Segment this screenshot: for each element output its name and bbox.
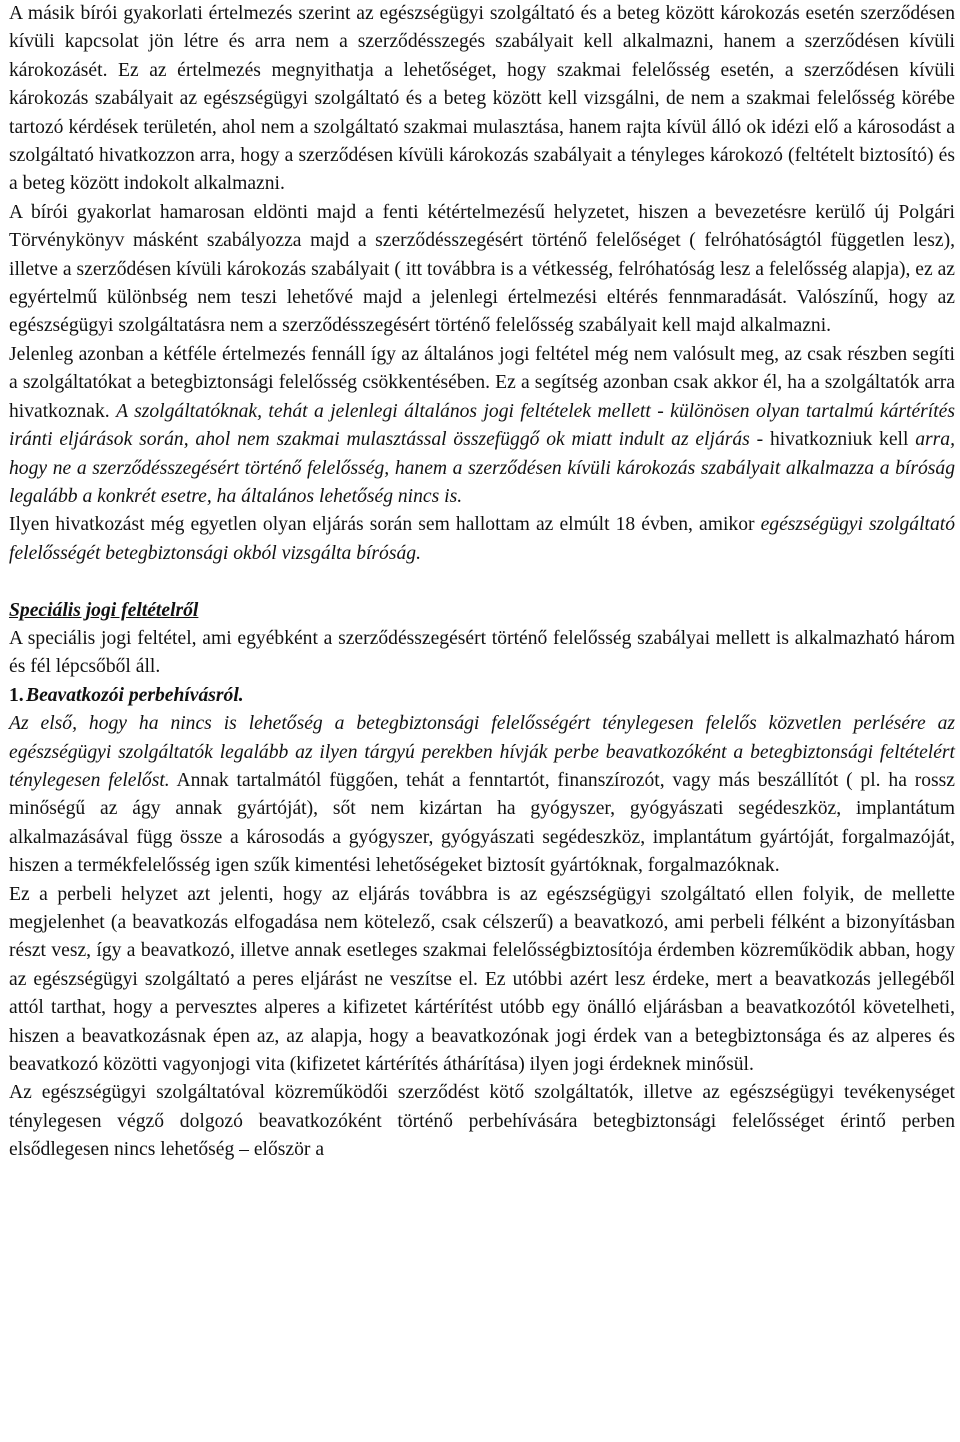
paragraph-emphasis: arra, hogy ne a szerződésszegésért történő felelősség, hanem a szerződésen kívüli károkozás szabályait alkalmazza a bíróság legalább a konkrét esetre, ha általános lehetőség nincs is. — [9, 429, 955, 507]
paragraph-text: Az egészségügyi szolgáltatóval közreműködői szerződést kötő szolgáltatók, illetve az egészségügyi tevékenységet ténylegesen végző dolgozó beavatkozóként történő perbehívására betegbiztonsági felelősséget érintő perben elsődlegesen nincs lehetőség – először a — [9, 1082, 955, 1161]
paragraph-text: Annak tartalmától függően, tehát a fenntartót, finanszírozót, vagy más beszállítót ( pl. ha rossz minőségű az ágy annak gyártóját), sőt nem kizártan ha gyógyszer, gyógyászati segédeszköz, implantátum alkalmazásával függ össze a károsodás a gyógyszer, gyógyászati segédeszköz, implantátum gyártóját, forgalmazóját, hiszen a termékfelelősség igen szűk kimentési lehetőségeket biztosít gyártóknak, forgalmazóknak. — [9, 769, 955, 877]
paragraph-emphasis: egészségügyi szolgáltató felelősségét betegbiztonsági okból vizsgálta bíróság. — [9, 514, 955, 564]
blank-line — [9, 568, 955, 596]
document-page — [9, 0, 955, 1165]
paragraph-text: - hivatkozniuk kell — [749, 429, 916, 451]
paragraph-first-step — [9, 710, 955, 880]
paragraph-judicial-practice — [9, 199, 955, 341]
paragraph-text: Ez a perbeli helyzet azt jelenti, hogy az eljárás továbbra is az egészségügyi szolgáltató ellen folyik, de mellette megjelenhet (a beavatkozás elfogadása nem kötelező, csak célszerű) a beavatkozó, ami perbeli félként a bizonyításban részt vesz, így a beavatkozó, illetve annak esetleges szakmai felelősségbiztosítója érdemben közreműködik abban, hogy az egészségügyi szolgáltató a peres eljárást ne veszítse el. Ez utóbbi azért lesz érdeke, mert a beavatkozás jellegéből attól tarthat, hogy a pervesztes alperes a kifizetet kártérítést utóbb egy önálló eljárásban a beavatkozótól követelheti, hiszen a beavatkozásnak épen az, az alapja, hogy a beavatkozónak jogi érdek van a betegbiztonsága és az alperes és beavatkozó közötti vagyonjogi vita (kifizetet kártérítés áthárítása) ilyen jogi érdeknek minősül. — [9, 883, 955, 1076]
paragraph-contractor-summons — [9, 1079, 955, 1164]
paragraph-special-condition — [9, 625, 955, 682]
paragraph-emphasis: Az első, hogy ha nincs is lehetőség a betegbiztonsági felelősségért ténylegesen felelős közvetlen perlésére az egészségügyi szolgáltatók legalább az ilyen tárgyú perekben hívják perbe beavatkozóként a betegbiztonsági feltételért ténylegesen felelőst. — [9, 713, 955, 791]
list-item-intervener — [9, 682, 955, 710]
paragraph-text: Jelenleg azonban a kétféle értelmezés fennáll így az általános jogi feltétel még nem valósult meg, az csak részben segíti a szolgáltatókat a betegbiztonsági felelősség csökkentésében. Ez a segítség azonban csak akkor él, ha a szolgáltatók arra hivatkoznak. — [9, 343, 955, 422]
paragraph-text: A speciális jogi feltétel, ami egyébként a szerződésszegésért történő felelősség szabályai mellett is alkalmazható három és fél lépcsőből áll. — [9, 627, 955, 678]
paragraph-text: A másik bírói gyakorlati értelmezés szerint az egészségügyi szolgáltató és a beteg között károkozás esetén szerződésen kívüli kapcsolat jön létre és arra nem a szerződésszegés szabályait kell alkalmazni, hanem a szerződésen kívüli károkozásét. Ez az értelmezés megnyithatja a lehetőséget, hogy szakmai felelősség esetén, a szerződésen kívüli károkozás szabályait az egészségügyi szolgáltató és a beteg között kell vizsgálni, de nem a szakmai felelősség körébe tartozó kérdések területén, ahol nem a szolgáltató szakmai mulasztása, hanem rajta kívül álló ok idézi elő a károsodást a szolgáltató hivatkozzon arra, hogy a szerződésen kívüli károkozás szabályait a tényleges károkozó (feltételt biztosító) és a beteg között indokolt alkalmazni. — [9, 3, 955, 195]
paragraph-emphasis: A szolgáltatóknak, tehát a jelenlegi általános jogi feltételek mellett - különösen olyan tartalmú kártérítés iránti eljárások során, ahol nem szakmai mulasztással összefüggő ok miatt indult az eljárás — [9, 400, 955, 451]
paragraph-judicial-interpretation — [9, 0, 955, 199]
paragraph-current-interpretation — [9, 341, 955, 511]
list-number: 1. — [9, 684, 24, 706]
paragraph-text: A bírói gyakorlat hamarosan eldönti majd a fenti kétértelmezésű helyzetet, hiszen a bevezetésre kerülő új Polgári Törvénykönyv másként szabályozza majd a szerződésszegésért történő felelőséget ( felróhatóságtól független lesz), illetve a szerződésen kívüli károkozás szabályait ( itt továbbra is a vétkesség, felróhatóság lesz a felelősség alapja), ez az egyértelmű különbség nem teszi lehetővé majd a jelenlegi értelmezési eltérés fennmaradását. Valószínű, hogy az egészségügyi szolgáltatásra nem a szerződésszegésért történő felelősség szabályait kell majd alkalmazni. — [9, 201, 955, 337]
list-label: Beavatkozói perbehívásról. — [26, 684, 244, 706]
paragraph-text: Ilyen hivatkozást még egyetlen olyan eljárás során sem hallottam az elmúlt 18 évben, amikor — [9, 514, 761, 536]
paragraph-reference-note — [9, 511, 955, 568]
section-heading: Speciális jogi feltételről — [9, 599, 199, 621]
paragraph-litigation-position — [9, 881, 955, 1080]
